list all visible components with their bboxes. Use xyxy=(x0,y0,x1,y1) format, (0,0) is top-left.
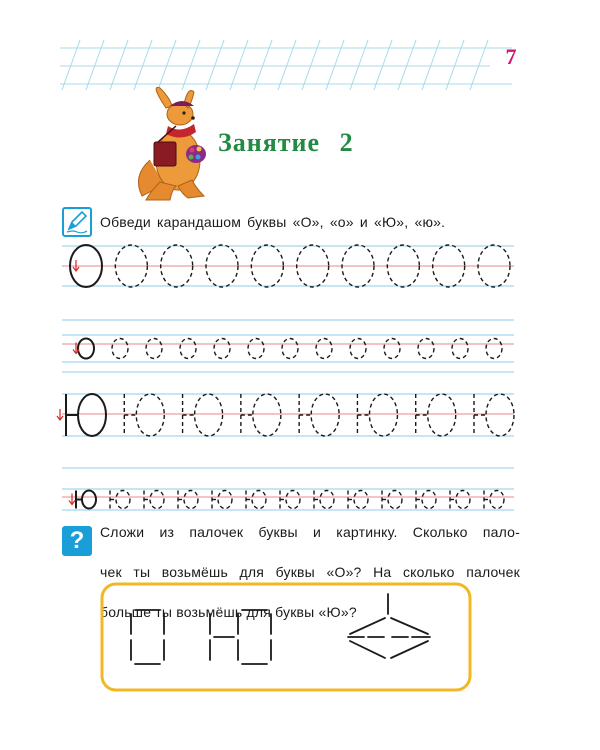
task1-instruction: Обведи карандашом буквы «О», «о» и «Ю», «ю». xyxy=(100,214,446,230)
task2-instruction-line: больше ты возьмёшь для буквы «Ю»? xyxy=(100,604,357,620)
task2-instruction-line: чек ты возьмёшь для буквы «О»? На сколько палочек xyxy=(100,564,520,580)
stick-letter-Ю xyxy=(210,610,271,664)
page-number: 7 xyxy=(505,44,517,69)
question-mark-icon: ? xyxy=(62,526,92,556)
stick-kite xyxy=(348,594,430,658)
stick-letter-O xyxy=(131,610,164,664)
lesson-title: Занятие 2 xyxy=(218,128,354,157)
task2-instruction-line: Сложи из палочек буквы и картинку. Сколько пало- xyxy=(100,524,520,540)
